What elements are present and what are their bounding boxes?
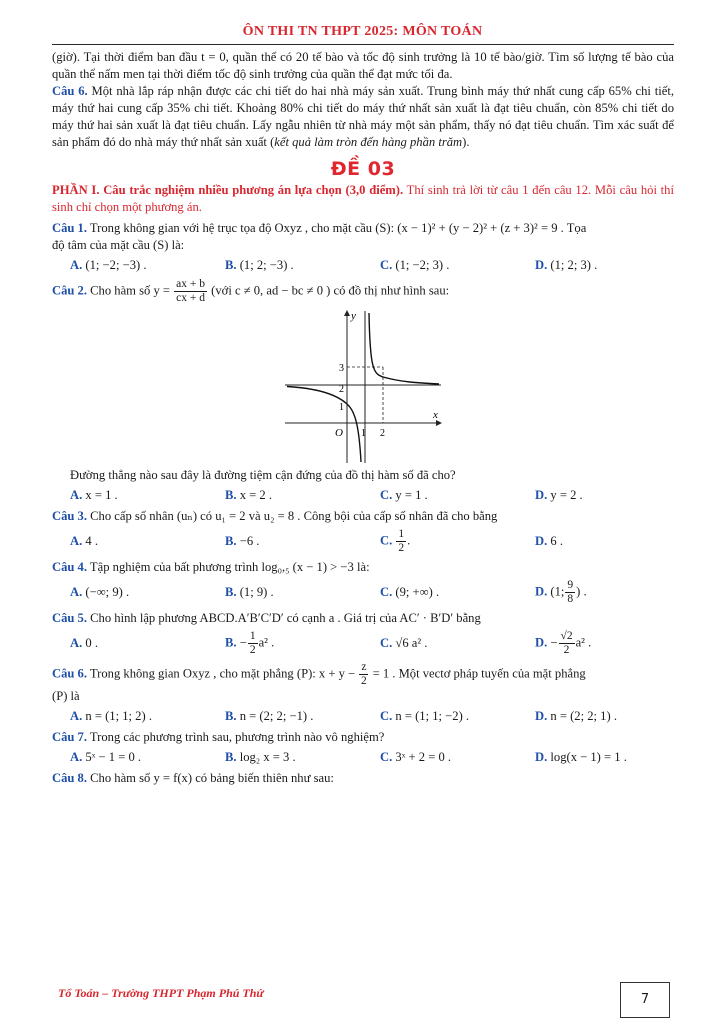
option-b[interactable]: B. x = 2 . [225,488,273,502]
option-d[interactable]: D. y = 2 . [535,488,583,502]
option-b[interactable]: B. (1; 9) . [225,585,274,599]
question-label: Câu 2. [52,283,87,298]
function-graph [283,307,443,465]
question-7 [52,729,674,766]
question-text-line2: (P) là [52,689,80,703]
x-axis-label: x [433,409,438,421]
option-d[interactable]: D. n = (2; 2; 1) . [535,709,617,723]
option-a[interactable]: A. n = (1; 1; 2) . [70,709,152,723]
options [52,630,674,657]
question-text: Cho hình lập phương ABCD.A′B′C′D′ có cạnh a . Giá trị của AC′ · B′D′ bằng [87,611,481,625]
option-b[interactable]: B. (1; 2; −3) . [225,258,294,272]
tick-label: 1 [361,428,366,439]
question-label: Câu 6. [52,84,88,98]
options [52,708,674,725]
tick-label: 3 [339,363,344,374]
question-5 [52,610,674,657]
tick-label: 1 [339,402,344,413]
fraction: $\frac{ax + b}{cx + d}$ [176,278,206,304]
question-text-end: ). [462,135,470,149]
question-text: Tập nghiệm của bất phương trình log₀,₅ (x − 1) > −3 là: [87,560,370,574]
question-label: Câu 7. [52,730,87,744]
section-heading [52,182,674,216]
option-b[interactable]: B. n = (2; 2; −1) . [225,709,314,723]
question-text: Cho hàm số y = f(x) có bảng biến thiên như sau: [87,771,334,785]
question-label: Câu 1. [52,221,87,235]
tick-label: 2 [380,428,385,439]
prev-paragraph: (giờ). Tại thời điểm ban đầu t = 0, quần thể có 20 tế bào và tốc độ sinh trưởng là 10 tế bào/giờ. Tìm số lượng tế bào của quần thể nấm men tại thời điểm tốc độ sinh trưởng của quần thể đạt mức tối đa. [52,50,674,81]
question-3 [52,508,674,555]
option-c[interactable]: C. n = (1; 1; −2) . [380,709,470,723]
question-2: Câu 2. Cho hàm số y = $\frac{ax + b}{cx + d}$ (với c ≠ 0, ad − bc ≠ 0 ) có đồ thị như hình sau: y x O 1 2 1 2 3 Đường thẳng nào sau đây là đường tiệm cận đứng của đồ thị hàm số đã cho? A. x = 1 . B. x = 2 . C. y = 1 . D. y = 2 . [52,278,674,504]
option-d[interactable]: D. − $\frac{√2}{2}$ a² . [535,630,592,656]
question-label: Câu 5. [52,611,87,625]
option-a[interactable]: A. x = 1 . [70,488,118,502]
options [52,528,674,555]
option-a[interactable]: A. 4 . [70,534,98,548]
option-c[interactable]: C. 3ˣ + 2 = 0 . [380,750,452,764]
origin-label: O [335,427,343,439]
question-text: Cho cấp số nhân (uₙ) có u₁ = 2 và u₂ = 8 . Công bội của cấp số nhân đã cho bằng [87,509,498,523]
option-d[interactable]: D. 6 . [535,534,563,548]
option-c[interactable]: C. (1; −2; 3) . [380,258,450,272]
prev-question-6 [52,83,674,151]
question-8 [52,770,674,787]
option-c[interactable]: C. (9; +∞) . [380,585,440,599]
option-a[interactable]: A. 5ˣ − 1 = 0 . [70,750,142,764]
footer-text: Tổ Toán – Trường THPT Phạm Phú Thứ [58,986,264,1000]
option-b[interactable]: B. log₂ x = 3 . [225,750,296,764]
option-a[interactable]: A. 0 . [70,636,98,650]
option-b[interactable]: B. −6 . [225,534,260,548]
curve-right-branch [369,313,439,384]
curve-left-branch [287,387,361,463]
option-c[interactable]: C. y = 1 . [380,488,428,502]
question-text: Trong không gian với hệ trục tọa độ Oxyz , cho mặt cầu (S): (x − 1)² + (y − 2)² + (z + 3)² = 9 . Tọa [87,221,587,235]
question-label: Câu 3. [52,509,87,523]
options [52,487,674,504]
question-text-line2: độ tâm của mặt cầu (S) là: [52,238,185,252]
content [52,49,674,787]
section-label: PHẦN I. Câu trắc nghiệm nhiều phương án lựa chọn (3,0 điểm). [52,183,404,197]
question-text: Một nhà lắp ráp nhận được các chi tiết do hai nhà máy sản xuất. Trung bình máy thứ nhất cung cấp 65% chi tiết, máy thứ hai cung cấp 35% chi tiết. Khoảng 80% chi tiết do máy thứ nhất sản xuất là đạt tiêu chuẩn, còn 85% chi tiết do máy thứ hai sản xuất là đạt tiêu chuẩn. Lấy ngẫu nhiên từ nhà máy một sản phẩm, thấy nó đạt tiêu chuẩn. Tìm xác suất để sản phẩm đó do nhà máy thứ nhất sản xuất ( [52,84,674,149]
question-6: Câu 6. Trong không gian Oxyz , cho mặt phẳng (P): x + y − $\frac{z}{2}$ = 1 . Một vectơ pháp tuyến của mặt phẳng (P) là A. n = (1; 1; 2) . B. n = (2; 2; −1) . C. n = (1; 1; −2) . D. n = (2; 2; 1) . [52,661,674,725]
option-d[interactable]: D. (1; 2; 3) . [535,258,598,272]
y-axis-label: y [351,310,356,322]
question-label: Câu 8. [52,771,87,785]
options [52,749,674,766]
option-d[interactable]: D. log(x − 1) = 1 . [535,750,627,764]
options [52,257,674,274]
header-rule [52,44,674,45]
option-a[interactable]: A. (−∞; 9) . [70,585,130,599]
option-a[interactable]: A. (1; −2; −3) . [70,258,147,272]
section-text: Thí sinh trả lời từ câu 1 đến câu 12. Mỗi câu hỏi thí sinh chỉ chọn một phương án. [52,183,674,214]
exam-title: ĐỀ 03 [330,158,396,180]
page-number: 7 [620,982,670,1018]
question-text: Trong các phương trình sau, phương trình nào vô nghiệm? [87,730,385,744]
rounding-note: kết quả làm tròn đến hàng phần trăm [274,135,463,149]
question-label: Câu 6. [52,666,87,681]
question-1 [52,220,674,274]
question-4 [52,559,674,606]
options [52,579,674,606]
option-b[interactable]: B. − $\frac{1}{2}$ a² . [225,630,275,656]
option-c[interactable]: C. $\frac{1}{2}$ . [380,528,411,554]
question-prompt: Đường thẳng nào sau đây là đường tiệm cận đứng của đồ thị hàm số đã cho? [70,468,456,482]
page-header-title: ÔN THI TN THPT 2025: MÔN TOÁN [242,24,483,39]
tick-label: 2 [339,384,344,395]
option-d[interactable]: D. (1; $\frac{9}{8}$ ) . [535,579,587,605]
option-c[interactable]: C. √6 a² . [380,636,428,650]
question-label: Câu 4. [52,560,87,574]
